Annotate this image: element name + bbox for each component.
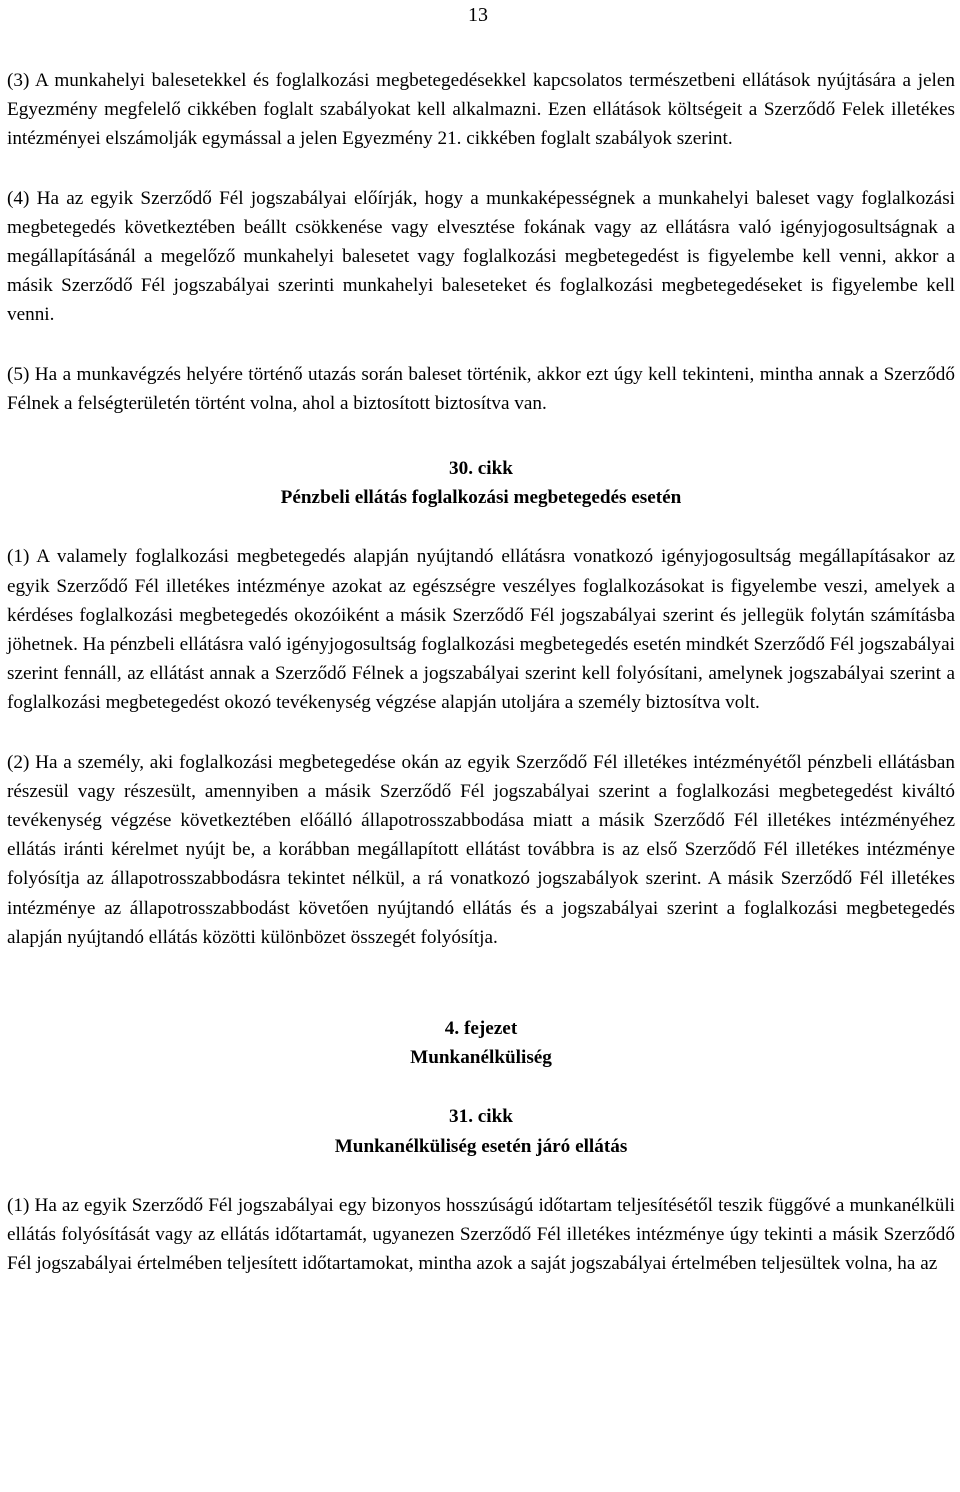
document-body [7, 66, 955, 1279]
article-number: 31. cikk [449, 1106, 513, 1128]
paragraph-4: (4) Ha az egyik Szerződő Fél jogszabályai előírják, hogy a munkaképességnek a munkahelyi baleset vagy foglalkozási megbetegedés következtében beállt csökkenése vagy elvesztése fokának vagy az ellátásra való igényjogosultságnak a megállapításánál a megelőző munkahelyi balesetet vagy foglalkozási megbetegedést is figyelembe kell venni, akkor a másik Szerződő Fél jogszabályai szerinti munkahelyi baleseteket és foglalkozási megbetegedéseket is figyelembe kell venni. [7, 187, 955, 326]
chapter-title: Munkanélküliség [410, 1047, 552, 1069]
article-30-heading [7, 454, 955, 512]
article-31-heading [7, 1102, 955, 1160]
article-30-paragraph-1: (1) A valamely foglalkozási megbetegedés alapján nyújtandó ellátásra vonatkozó igényjogosultság megállapításakor az egyik Szerződő Fél illetékes intézménye azokat az egészségre veszélyes foglalkozásokat is figyelembe veszi, amelyek a kérdéses foglalkozási megbetegedés okozóiként a másik Szerződő Fél jogszabályai szerint és jellegük folytán számításba jöhetnek. Ha pénzbeli ellátásra való igényjogosultság foglalkozási megbetegedés esetén mindkét Szerződő Fél jogszabályai szerint fennáll, az ellátást annak a Szerződő Félnek a jogszabályai szerint kell folyósítani, amelynek jogszabályai szerint a foglalkozási megbetegedést okozó tevékenység végzése alapján utoljára a személy biztosítva volt. [7, 546, 955, 714]
article-title: Pénzbeli ellátás foglalkozási megbetegedés esetén [280, 487, 682, 509]
page-number: 13 [468, 4, 488, 26]
article-31-paragraph-1: (1) Ha az egyik Szerződő Fél jogszabályai egy bizonyos hosszúságú időtartam teljesítésétől teszik függővé a munkanélküli ellátás folyósítását vagy az ellátás időtartamát, ugyanezen Szerződő Fél illetékes intézménye úgy tekinti a másik Szerződő Fél jogszabályai értelmében teljesített időtartamokat, mintha azok a saját jogszabályai értelmében teljesültek volna, ha az [7, 1194, 955, 1275]
paragraph-5: (5) Ha a munkavégzés helyére történő utazás során baleset történik, akkor ezt úgy kell tekinteni, mintha annak a Szerződő Félnek a felségterületén történt volna, ahol a biztosított biztosítva van. [7, 363, 955, 414]
chapter-number: 4. fejezet [444, 1018, 518, 1040]
article-title: Munkanélküliség esetén járó ellátás [334, 1135, 628, 1157]
article-number: 30. cikk [449, 458, 513, 480]
article-30-paragraph-2: (2) Ha a személy, aki foglalkozási megbetegedése okán az egyik Szerződő Fél illetékes intézményétől pénzbeli ellátásban részesül vagy részesült, amennyiben a másik Szerződő Fél jogszabályai szerint a foglalkozási megbetegedést kiváltó tevékenység végzése következtében előálló állapotrosszabbodása miatt a másik Szerződő Fél illetékes intézményéhez ellátás iránti kérelmet nyújt be, a korábban megállapított ellátást továbbra is az első Szerződő Fél illetékes intézménye folyósítja az állapotrosszabbodásra tekintet nélkül, a rá vonatkozó jogszabályok szerint. A másik Szerződő Fél illetékes intézménye az állapotrosszabbodást követően nyújtandó ellátás és a jogszabályai szerint a foglalkozási megbetegedés alapján nyújtandó ellátás közötti különbözet összegét folyósítja. [7, 751, 955, 948]
paragraph-3: (3) A munkahelyi balesetekkel és foglalkozási megbetegedésekkel kapcsolatos természetbeni ellátások nyújtására a jelen Egyezmény megfelelő cikkében foglalt szabályokat kell alkalmazni. Ezen ellátások költségeit a Szerződő Felek illetékes intézményei elszámolják egymással a jelen Egyezmény 21. cikkében foglalt szabályok szerint. [7, 70, 955, 150]
chapter-heading [7, 1014, 955, 1072]
